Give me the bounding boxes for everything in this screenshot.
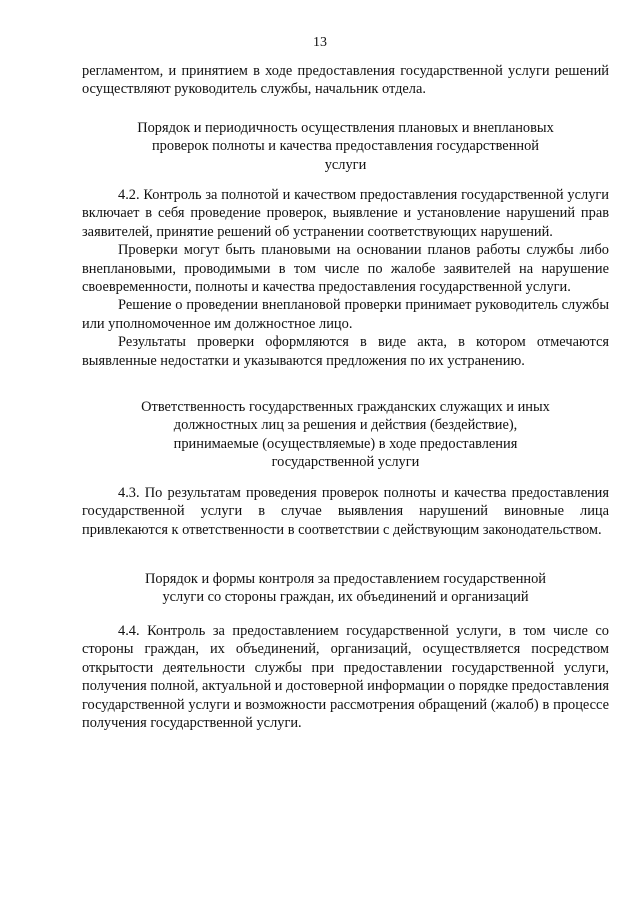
section-1-heading-line: проверок полноты и качества предоставления государственной — [151, 138, 539, 155]
section-2-heading-line: Ответственность государственных гражданских служащих и иных — [141, 399, 550, 415]
paragraph-inspections: Проверки могут быть плановыми на основании планов работы службы либо внеплановыми, проводимыми в том числе по жалобе заявителей на нарушение своевременности, полноты и качества предоставления государственной услуги. — [82, 242, 609, 296]
intro-block — [82, 62, 609, 99]
section-1-heading-line: Порядок и периодичность осуществления плановых и внеплановых — [137, 120, 554, 136]
section-2-heading-line: государственной услуги — [271, 454, 420, 471]
section-3-heading — [82, 570, 609, 607]
paragraph-4-2: 4.2. Контроль за полнотой и качеством предоставления государственной услуги включает в себя проведение проверок, выявление и установление нарушений прав заявителей, принятие решений об устранении соответствующих нарушений. — [82, 187, 609, 240]
page-number: 13 — [313, 35, 327, 50]
section-3-body — [82, 622, 609, 732]
paragraph-4-4: 4.4. Контроль за предоставлением государственной услуги, в том числе со стороны граждан, их объединений, организаций, осуществляется посредством открытости деятельности службы при предоставлении государственной услуги, получения полной, актуальной и достоверной информации о порядке предоставления государственной услуги и возможности рассмотрения обращений (жалоб) в процессе получения государственной услуги. — [82, 623, 609, 732]
paragraph-results: Результаты проверки оформляются в виде акта, в котором отмечаются выявленные недостатки и указываются предложения по их устранению. — [82, 334, 609, 369]
paragraph-unscheduled-decision: Решение о проведении внеплановой проверки принимает руководитель службы или уполномоченное им должностное лицо. — [82, 297, 609, 332]
section-3-heading-line: услуги со стороны граждан, их объединений и организаций — [162, 589, 529, 606]
section-2-body — [82, 484, 609, 539]
section-1-body — [82, 186, 609, 370]
section-2-heading — [82, 398, 609, 472]
intro-paragraph: регламентом, и принятием в ходе предоставления государственной услуги решений осуществляют руководитель службы, начальник отдела. — [82, 63, 609, 98]
section-3-heading-line: Порядок и формы контроля за предоставлением государственной — [144, 571, 546, 587]
section-1-heading — [82, 119, 609, 174]
section-2-heading-line: принимаемые (осуществляемые) в ходе предоставления — [173, 435, 518, 452]
section-1-heading-line: услуги — [324, 156, 367, 173]
paragraph-4-3: 4.3. По результатам проведения проверок полноты и качества предоставления государственной услуги в случае выявления нарушений виновные лица привлекаются к ответственности в соответствии с действующим законодательством. — [82, 485, 609, 538]
section-2-heading-line: должностных лиц за решения и действия (бездействие), — [173, 417, 518, 434]
